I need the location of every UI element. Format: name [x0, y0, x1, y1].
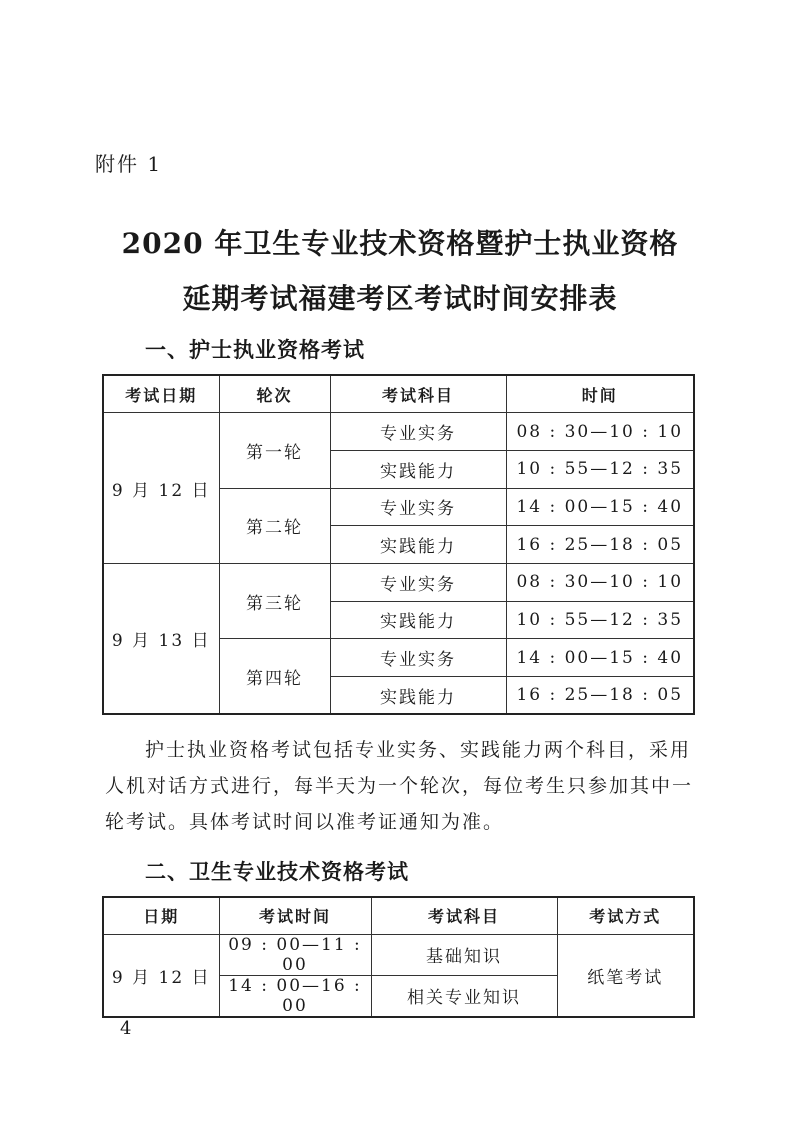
column-header-time: 时间: [506, 375, 694, 413]
time-cell: 14 : 00—15 : 40: [506, 639, 694, 677]
subject-cell: 实践能力: [330, 450, 506, 488]
subject-cell: 实践能力: [330, 526, 506, 564]
nurse-exam-note-text: 护士执业资格考试包括专业实务、实践能力两个科目，采用人机对话方式进行，每半天为一个轮次，每位考生只参加其中一轮考试。具体考试时间以准考证通知为准。: [105, 739, 694, 833]
attachment-label: 附件 1: [95, 152, 163, 176]
page-number: 4: [120, 1018, 132, 1039]
document-title-line-2: 延期考试福建考区考试时间安排表: [182, 282, 618, 315]
round-cell: 第二轮: [219, 488, 330, 563]
exam-date-cell: 9 月 13 日: [103, 563, 219, 714]
exam-date-cell: 9 月 12 日: [103, 934, 219, 1017]
subject-cell: 实践能力: [330, 677, 506, 715]
round-cell: 第一轮: [219, 413, 330, 488]
subject-cell: 实践能力: [330, 601, 506, 639]
time-cell: 08 : 30—10 : 10: [506, 563, 694, 601]
table-row: [103, 934, 694, 975]
section-2-heading: 二、卫生专业技术资格考试: [145, 860, 409, 884]
column-header-method: 考试方式: [557, 897, 694, 934]
time-cell: 16 : 25—18 : 05: [506, 526, 694, 564]
table-header-row: [103, 375, 694, 413]
round-cell: 第四轮: [219, 639, 330, 714]
column-header-subject: 考试科目: [330, 375, 506, 413]
time-cell: 10 : 55—12 : 35: [506, 601, 694, 639]
column-header-date: 日期: [103, 897, 219, 934]
time-cell: 08 : 30—10 : 10: [506, 413, 694, 451]
time-cell: 09 : 00—11 : 00: [219, 934, 371, 975]
subject-cell: 相关专业知识: [371, 975, 557, 1017]
health-tech-exam-schedule-table: [102, 896, 695, 1018]
table-row: [103, 413, 694, 451]
exam-date-cell: 9 月 12 日: [103, 413, 219, 564]
table-row: [103, 563, 694, 601]
column-header-date: 考试日期: [103, 375, 219, 413]
nurse-exam-note: [105, 732, 695, 840]
subject-cell: 专业实务: [330, 413, 506, 451]
subject-cell: 专业实务: [330, 639, 506, 677]
column-header-subject: 考试科目: [371, 897, 557, 934]
method-cell: 纸笔考试: [557, 934, 694, 1017]
section-1-heading: 一、护士执业资格考试: [145, 338, 365, 362]
time-cell: 10 : 55—12 : 35: [506, 450, 694, 488]
subject-cell: 专业实务: [330, 488, 506, 526]
time-cell: 14 : 00—15 : 40: [506, 488, 694, 526]
time-cell: 14 : 00—16 : 00: [219, 975, 371, 1017]
table-header-row: [103, 897, 694, 934]
subject-cell: 基础知识: [371, 934, 557, 975]
column-header-round: 轮次: [219, 375, 330, 413]
document-title-line-1: 2020 年卫生专业技术资格暨护士执业资格: [121, 227, 679, 260]
nurse-exam-schedule-table: [102, 374, 695, 715]
time-cell: 16 : 25—18 : 05: [506, 677, 694, 715]
column-header-exam-time: 考试时间: [219, 897, 371, 934]
round-cell: 第三轮: [219, 563, 330, 638]
subject-cell: 专业实务: [330, 563, 506, 601]
